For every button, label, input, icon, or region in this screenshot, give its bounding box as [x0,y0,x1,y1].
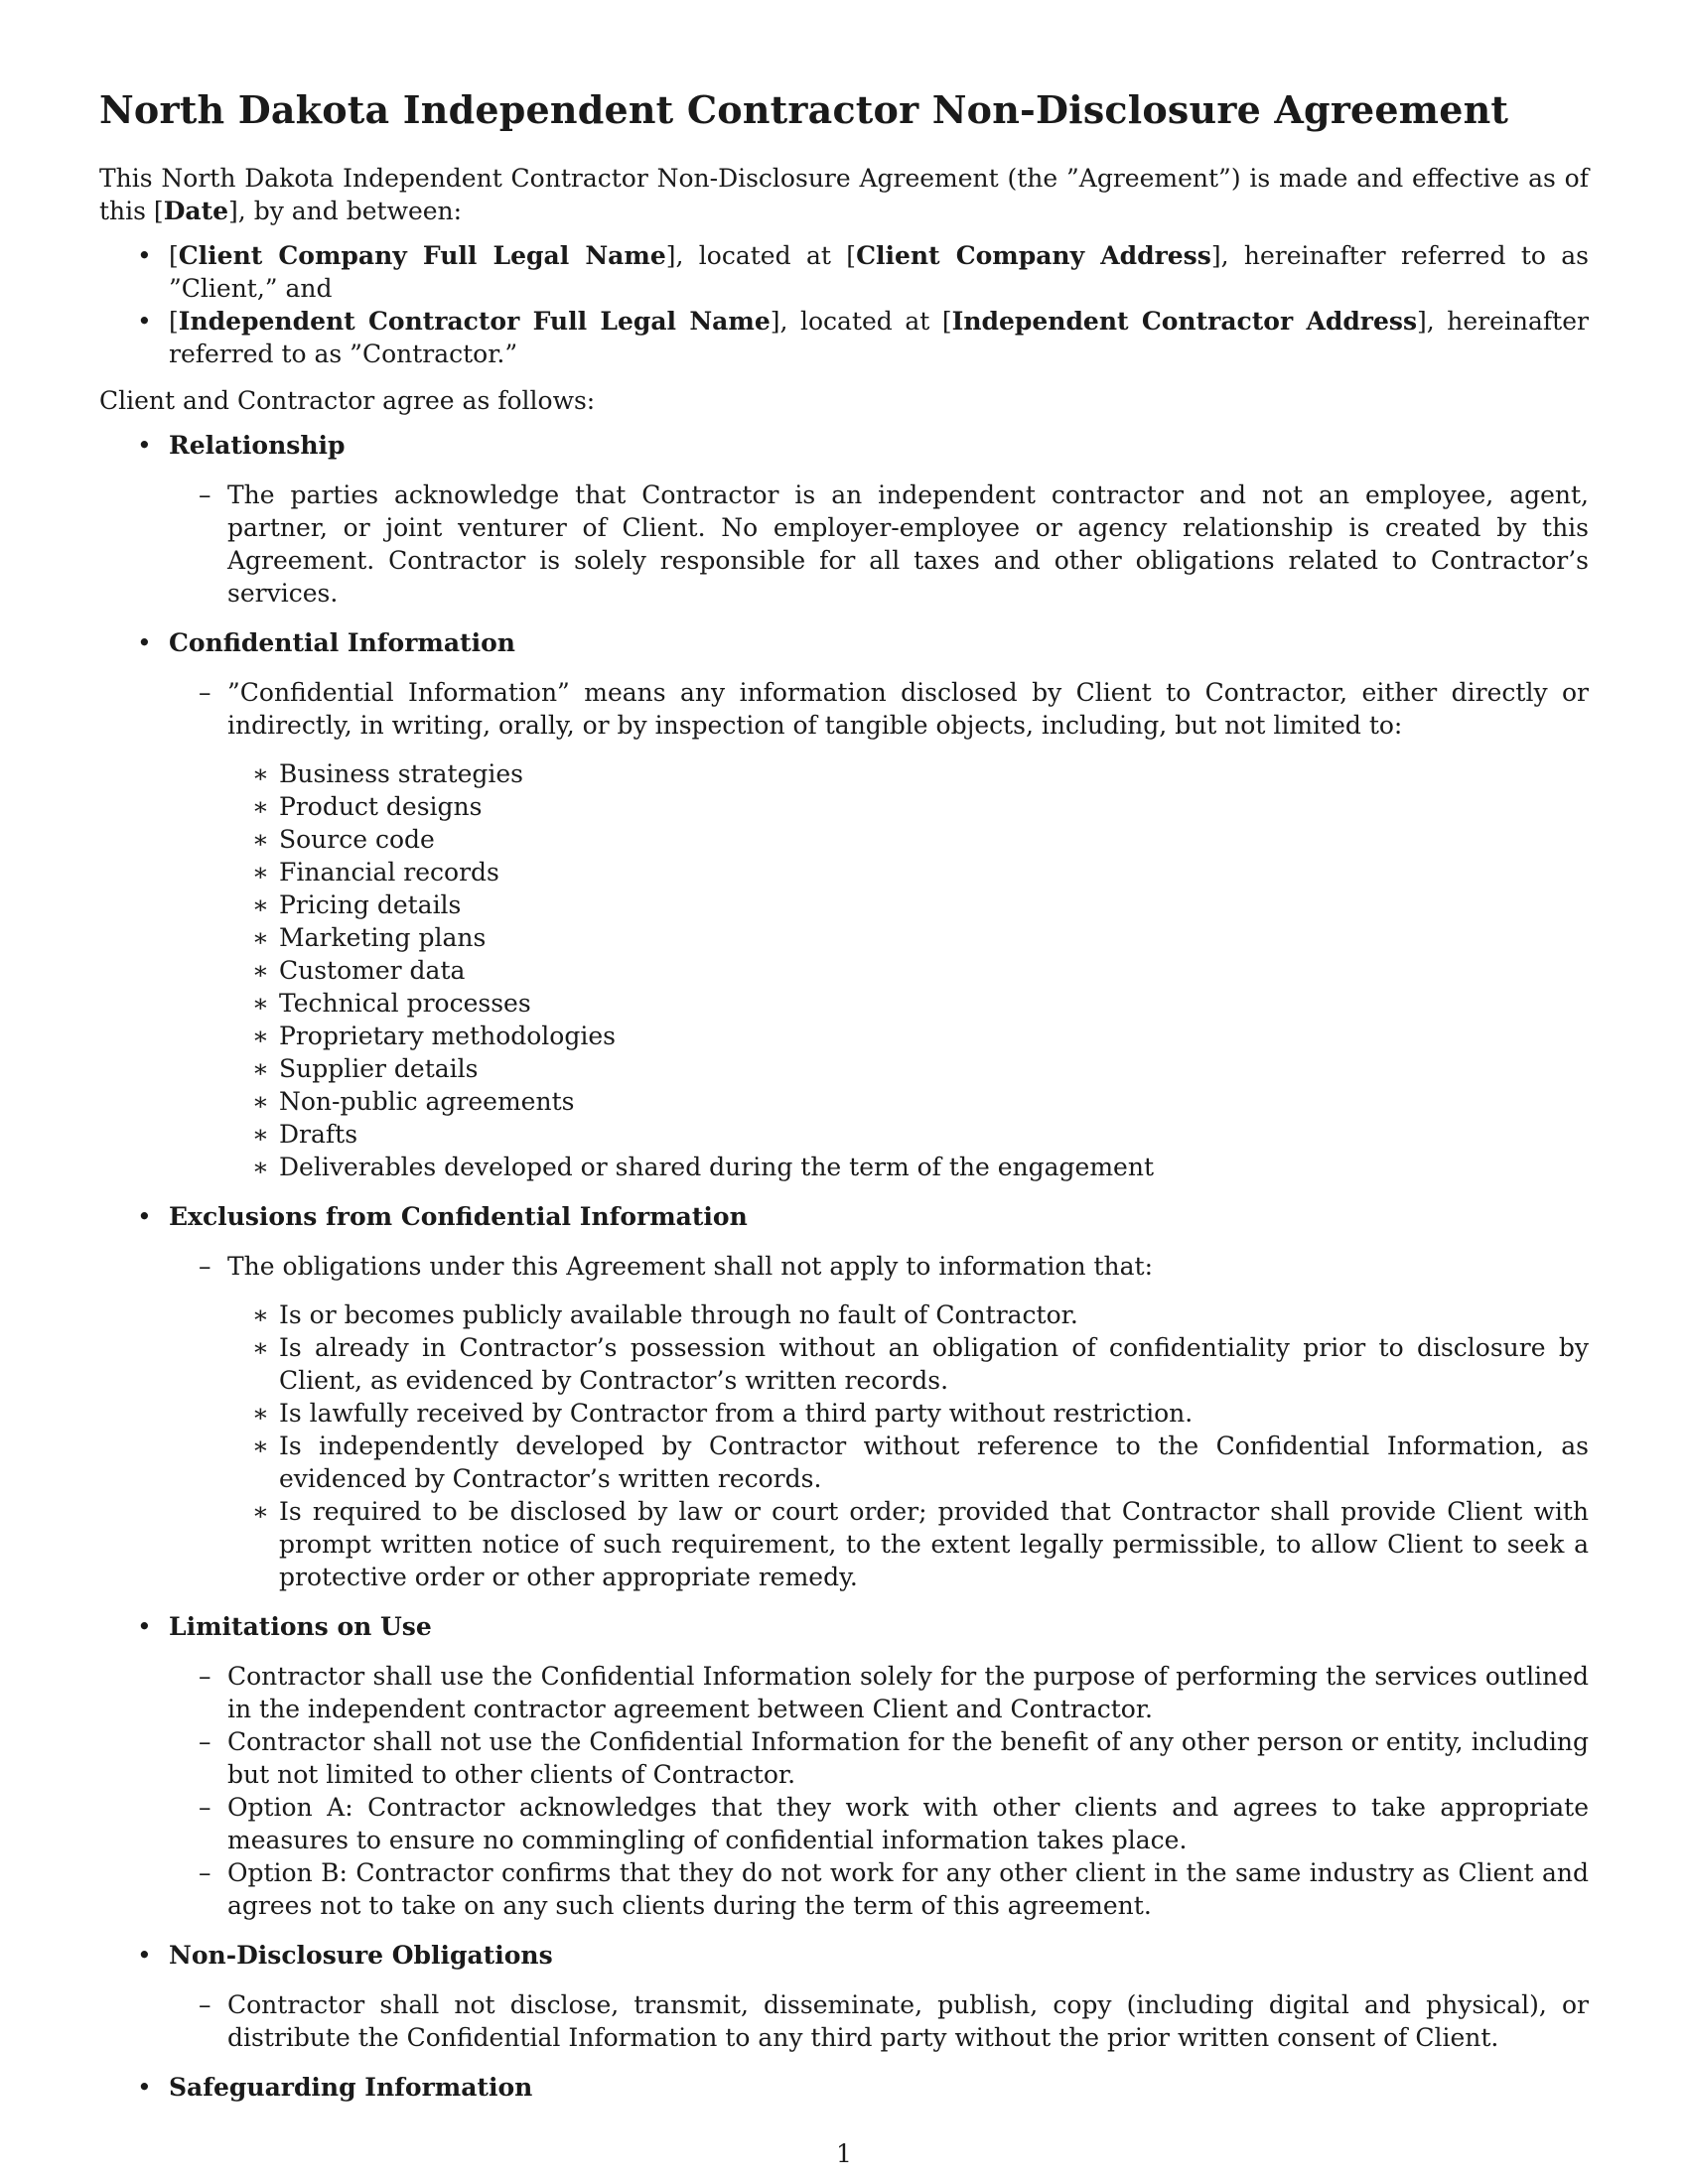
agree-paragraph: Client and Contractor agree as follows: [99,386,596,415]
section-title: • Exclusions from Confidential Information [169,1202,748,1231]
section-title: • Confidential Information [169,628,515,657]
date-placeholder-close: ] [228,197,238,225]
list-item: ∗ Financial records [227,856,1589,888]
party-client: • [Client Company Full Legal Name], located at [Client Company Address], hereinafter referred to as ”Client,” and [99,239,1589,305]
section-non-disclosure-obligations [99,1939,1589,2054]
section-title: • Relationship [169,431,346,460]
list-item: – Option A: Contractor acknowledges that they work with other clients and agrees to take appropriate measures to ensure no commingling of confidential information takes place. [169,1791,1589,1856]
document-page [99,87,1589,2120]
list-item: ∗ Marketing plans [227,921,1589,954]
section-exclusions [99,1200,1589,1593]
document-title: North Dakota Independent Contractor Non-Disclosure Agreement [99,87,1509,132]
nondisclosure-items [169,1988,1589,2054]
list-item: ∗ Source code [227,823,1589,856]
list-item: ∗ Is already in Contractor’s possession without an obligation of confidentiality prior to disclosure by Client, as evidenced by Contractor’s written records. [227,1331,1589,1397]
list-item: ∗ Technical processes [227,987,1589,1020]
list-item: ∗ Non-public agreements [227,1085,1589,1118]
list-item: ∗ Deliverables developed or shared during the term of the engagement [227,1151,1589,1183]
contractor-name-placeholder: Independent Contractor Full Legal Name [178,307,771,336]
client-located-text: , located at [675,241,847,270]
relationship-items [169,478,1589,610]
section-title: • Non-Disclosure Obligations [169,1941,553,1970]
contractor-located-text: , located at [779,307,942,336]
list-item: ∗ Pricing details [227,888,1589,921]
section-title: • Limitations on Use [169,1612,432,1641]
exclusions-items [169,1250,1589,1593]
list-item: ∗ Is or becomes publicly available through no fault of Contractor. [227,1298,1589,1331]
section-confidential-information [99,626,1589,1183]
list-item: ∗ Supplier details [227,1052,1589,1085]
page-number: 1 [836,2139,852,2168]
party-contractor: • [Independent Contractor Full Legal Name], located at [Independent Contractor Address], hereinafter referred to as ”Contractor.” [99,305,1589,370]
exclusions-lead [169,1250,1589,1593]
contractor-address-placeholder: Independent Contractor Address [951,307,1418,336]
list-item: ∗ Is lawfully received by Contractor from a third party without restriction. [227,1397,1589,1430]
client-name-placeholder: Client Company Full Legal Name [178,241,666,270]
list-item: – Option B: Contractor confirms that they do not work for any other client in the same industry as Client and agrees not to take on any such clients during the term of this agreement. [169,1856,1589,1922]
intro-text-before: This North Dakota Independent Contractor Non-Disclosure Agreement (the ”Agreement”) is made and effective as of this [99,164,1589,225]
client-rest-text: , hereinafter referred to as ”Client,” and [169,241,1590,303]
list-item: ∗ Proprietary methodologies [227,1020,1589,1052]
intro-paragraph [99,162,1589,227]
contractor-rest-text: , hereinafter referred to as ”Contractor.” [169,307,1589,368]
confidential-examples [227,757,1589,1183]
section-limitations-on-use [99,1610,1589,1922]
list-item: ∗ Is independently developed by Contractor without reference to the Confidential Information, as evidenced by Contractor’s written records. [227,1430,1589,1495]
list-item: – Contractor shall not use the Confidential Information for the benefit of any other person or entity, including but not limited to other clients of Contractor. [169,1725,1589,1791]
section-safeguarding-information [99,2071,1589,2104]
list-item: ∗ Business strategies [227,757,1589,790]
intro-text-after: , by and between: [237,197,463,225]
date-placeholder-open: [ [153,197,164,225]
confidential-definition [169,676,1589,1183]
definition-text: ”Confidential Information” means any information disclosed by Client to Contractor, either directly or indirectly, in writing, orally, or by inspection of tangible objects, including, but not limited to: [227,678,1589,740]
exclusions-lead-text: The obligations under this Agreement shall not apply to information that: [227,1252,1154,1281]
list-item: – The parties acknowledge that Contractor is an independent contractor and not an employee, agent, partner, or joint venturer of Client. No employer-employee or agency relationship is created by this Agreement. Contractor is solely responsible for all taxes and other obligations related to Contractor’s services. [169,478,1589,610]
list-item: ∗ Drafts [227,1118,1589,1151]
exclusions-list [227,1298,1589,1593]
list-item: – Contractor shall use the Confidential Information solely for the purpose of performing the services outlined in the independent contractor agreement between Client and Contractor. [169,1660,1589,1725]
list-item: ∗ Product designs [227,790,1589,823]
list-item: ∗ Is required to be disclosed by law or court order; provided that Contractor shall provide Client with prompt written notice of such requirement, to the extent legally permissible, to allow Client to seek a protective order or other appropriate remedy. [227,1495,1589,1593]
limitations-items [169,1660,1589,1922]
date-placeholder: Date [163,197,229,225]
section-title: • Safeguarding Information [169,2073,533,2102]
confidential-items [169,676,1589,1183]
list-item: ∗ Customer data [227,954,1589,987]
client-address-placeholder: Client Company Address [856,241,1211,270]
list-item: – Contractor shall not disclose, transmit, disseminate, publish, copy (including digital and physical), or distribute the Confidential Information to any third party without the prior written consent of Client. [169,1988,1589,2054]
section-relationship [99,429,1589,610]
parties-list [99,239,1589,370]
sections-list [99,429,1589,2104]
